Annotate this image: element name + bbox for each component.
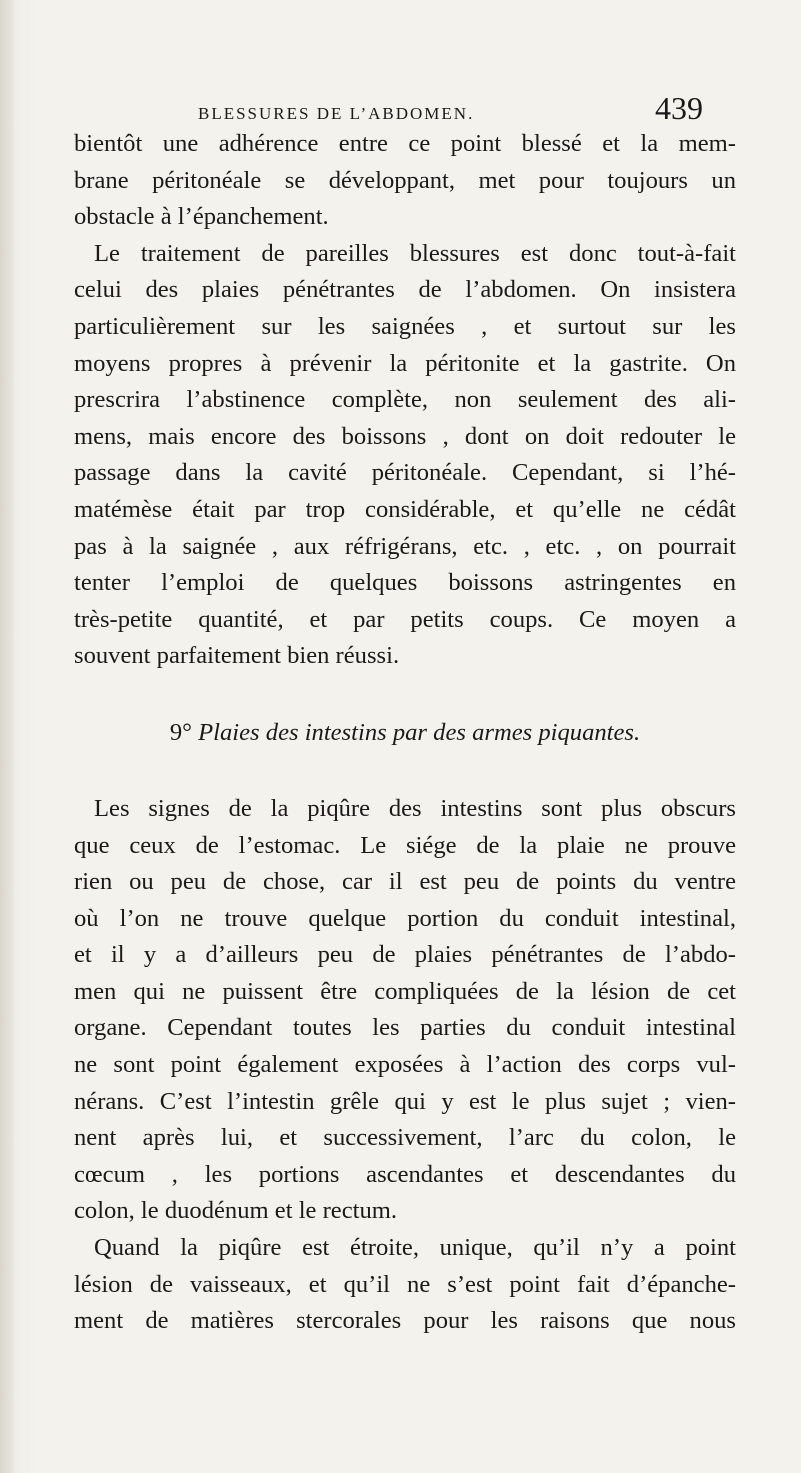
body-text <box>74 126 736 1340</box>
paragraph-3 <box>74 791 736 1230</box>
text-line: cœcum , les portions ascendantes et descendantes du <box>74 1160 736 1188</box>
paragraph-1 <box>74 126 736 236</box>
section-heading <box>74 715 736 751</box>
paragraph-2 <box>74 236 736 675</box>
text-line: moyens propres à prévenir la péritonite et la gastrite. On <box>74 349 736 377</box>
text-line: bientôt une adhérence entre ce point blessé et la mem- <box>74 130 736 157</box>
text-line: obstacle à l’épanchement. <box>74 203 329 231</box>
text-line: passage dans la cavité péritonéale. Cependant, si l’hé- <box>74 459 736 487</box>
text-line: Les signes de la piqûre des intestins sont plus obscurs <box>94 794 736 822</box>
text-line: ment de matières stercorales pour les raisons que nous <box>74 1307 736 1335</box>
running-head: BLESSURES DE L’ABDOMEN. <box>198 104 475 123</box>
text-line: tenter l’emploi de quelques boissons astringentes en <box>74 569 736 597</box>
text-line: matémèse était par trop considérable, et qu’elle ne cédât <box>74 495 736 523</box>
section-title: Plaies des intestins par des armes piquantes. <box>198 718 641 746</box>
text-line: men qui ne puissent être compliquées de la lésion de cet <box>74 977 736 1005</box>
text-line: souvent parfaitement bien réussi. <box>74 642 400 670</box>
page-spine-shadow <box>0 0 14 1473</box>
page-number: 439 <box>655 90 703 126</box>
text-line: nent après lui, et successivement, l’arc du colon, le <box>74 1124 736 1152</box>
text-line: pas à la saignée , aux réfrigérans, etc. , etc. , on pourrait <box>74 532 736 560</box>
text-line: lésion de vaisseaux, et qu’il ne s’est point fait d’épanche- <box>74 1270 736 1298</box>
text-line: ne sont point également exposées à l’action des corps vul- <box>74 1051 736 1079</box>
text-line: Quand la piqûre est étroite, unique, qu’il n’y a point <box>94 1234 736 1262</box>
text-line: celui des plaies pénétrantes de l’abdomen. On insistera <box>74 276 736 304</box>
text-line: nérans. C’est l’intestin grêle qui y est le plus sujet ; vien- <box>74 1087 736 1115</box>
text-line: prescrira l’abstinence complète, non seulement des ali- <box>74 386 736 414</box>
section-number: 9° <box>169 718 192 746</box>
text-line: mens, mais encore des boissons , dont on doit redouter le <box>74 422 736 450</box>
paragraph-4 <box>74 1230 736 1340</box>
text-line: très-petite quantité, et par petits coups. Ce moyen a <box>74 605 736 633</box>
text-line: colon, le duodénum et le rectum. <box>74 1197 398 1225</box>
text-line: rien ou peu de chose, car il est peu de points du ventre <box>74 868 736 896</box>
text-line: Le traitement de pareilles blessures est donc tout-à-fait <box>94 239 736 267</box>
text-line: où l’on ne trouve quelque portion du conduit intestinal, <box>74 904 736 932</box>
text-line: particulièrement sur les saignées , et surtout sur les <box>74 312 736 340</box>
text-line: que ceux de l’estomac. Le siége de la plaie ne prouve <box>74 831 736 859</box>
text-line: et il y a d’ailleurs peu de plaies pénétrantes de l’abdo- <box>74 941 736 969</box>
text-line: organe. Cependant toutes les parties du conduit intestinal <box>74 1014 736 1042</box>
text-line: brane péritonéale se développant, met pour toujours un <box>74 166 736 194</box>
